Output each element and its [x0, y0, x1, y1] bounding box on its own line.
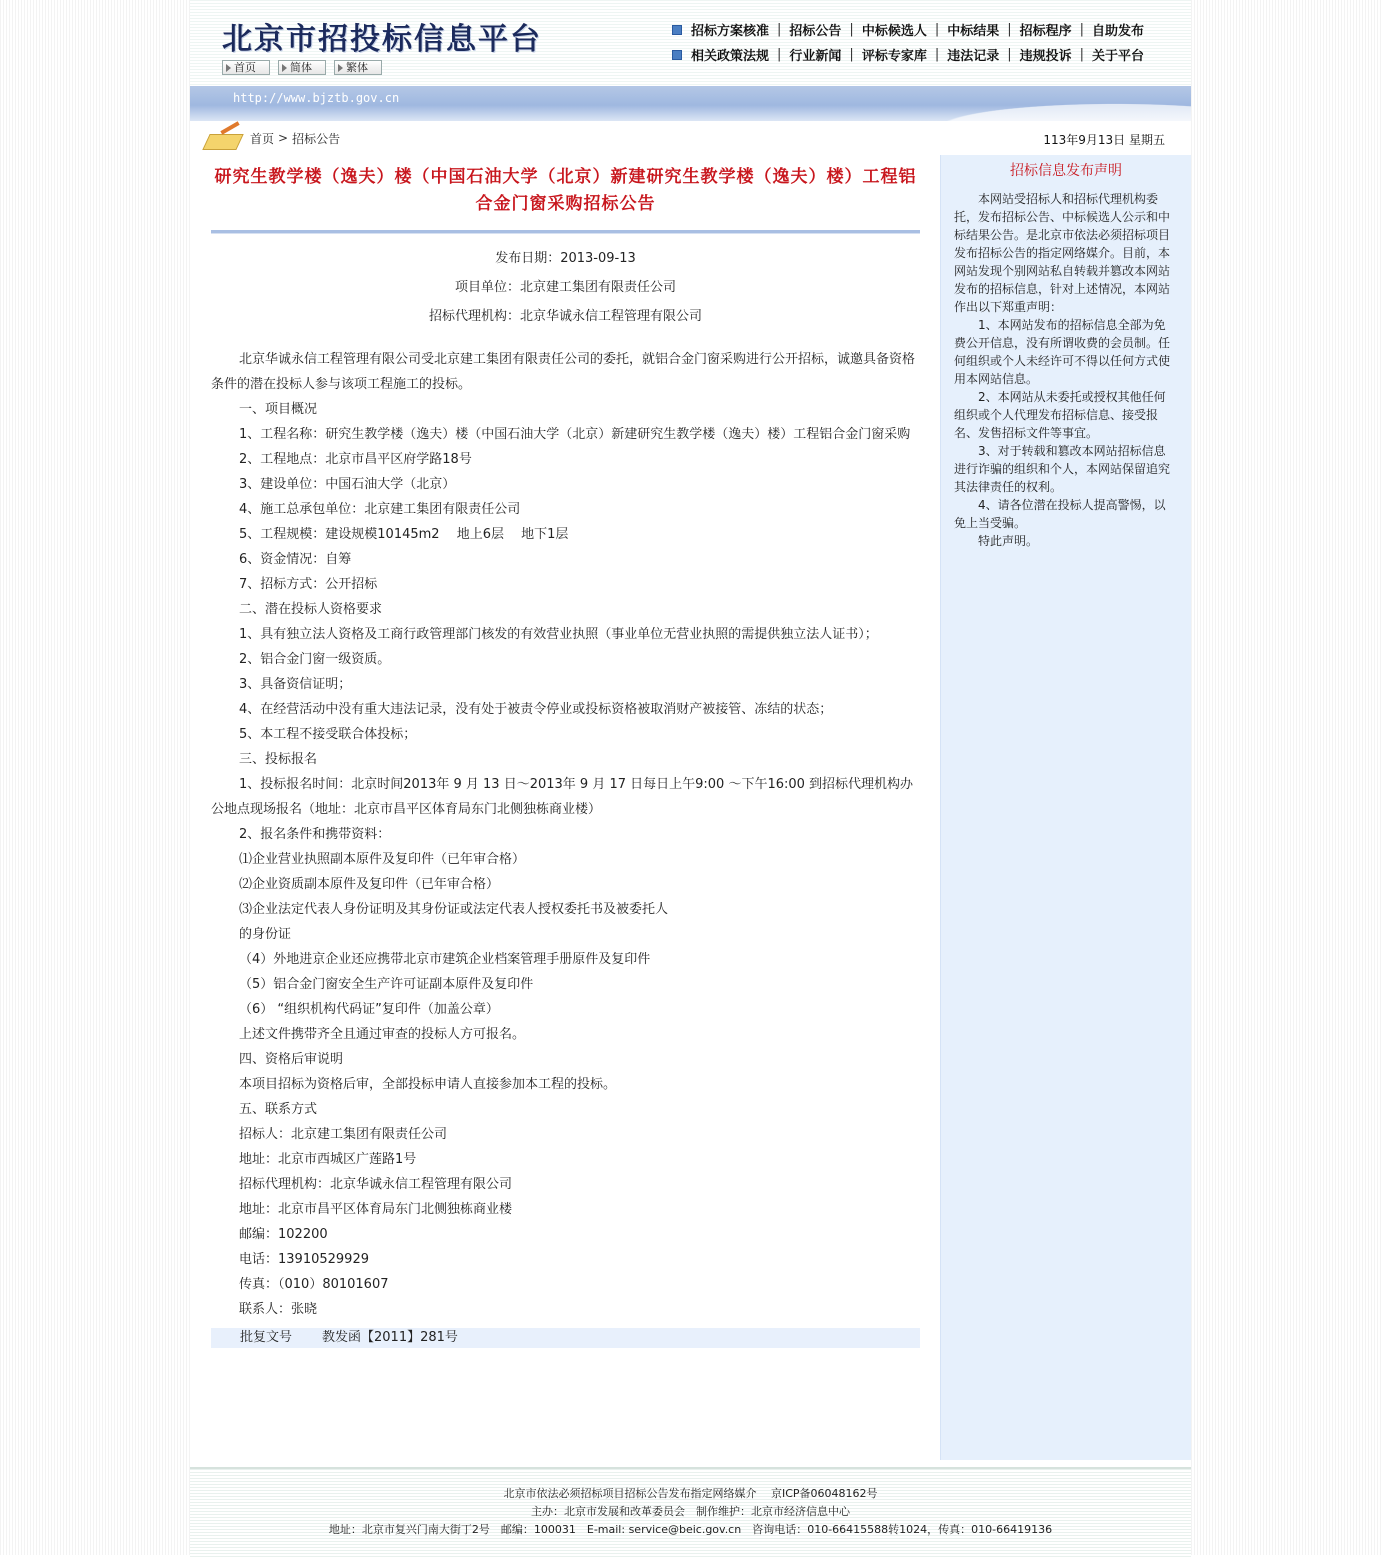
- panel-paragraph: 2、本网站从未委托或授权其他任何组织或个人代理发布招标信息、接受报名、发售招标文件等事宜。: [954, 390, 1166, 440]
- url-banner: [190, 86, 1191, 121]
- footer-line-2: 主办：北京市发展和改革委员会 制作维护：北京市经济信息中心: [531, 1505, 850, 1518]
- article-paragraph: 5、本工程不接受联合体投标；: [239, 727, 417, 742]
- title-divider: [211, 230, 920, 234]
- chevron-right-icon: >: [278, 131, 289, 145]
- article-paragraph: 五、联系方式: [239, 1102, 318, 1117]
- lang-btn-label: 首页: [234, 61, 256, 74]
- article-paragraph: 上述文件携带齐全且通过审查的投标人方可报名。: [239, 1027, 526, 1042]
- language-switcher: [222, 60, 382, 75]
- article-body: [211, 347, 920, 1322]
- project-unit: 项目单位：北京建工集团有限责任公司: [454, 280, 676, 295]
- article-paragraph: 本项目招标为资格后审，全部投标申请人直接参加本工程的投标。: [239, 1077, 617, 1092]
- article-paragraph: 邮编：102200: [239, 1227, 328, 1242]
- article-paragraph: 2、报名条件和携带资料：: [239, 827, 391, 842]
- article-paragraph: ⑵企业资质副本原件及复印件（已年审合格）: [239, 877, 500, 892]
- arrow-icon: [226, 64, 231, 72]
- article-paragraph: （4）外地进京企业还应携带北京市建筑企业档案管理手册原件及复印件: [239, 952, 651, 967]
- site-url: http://www.bjztb.gov.cn: [233, 91, 400, 105]
- nav-tender-notice[interactable]: 招标公告: [789, 24, 842, 39]
- approval-label: 批复文号: [240, 1330, 293, 1345]
- article-paragraph: 北京华诚永信工程管理有限公司受北京建工集团有限责任公司的委托，就铝合金门窗采购进行公开招标，诚邀具备资格条件的潜在投标人参与该项工程施工的投标。: [211, 352, 916, 392]
- panel-body: [941, 180, 1191, 550]
- arrow-icon: [338, 64, 343, 72]
- approval-number: 教发函【2011】281号: [322, 1330, 458, 1345]
- article-paragraph: 四、资格后审说明: [239, 1052, 344, 1067]
- nav-about[interactable]: 关于平台: [1092, 49, 1145, 64]
- nav-news[interactable]: 行业新闻: [789, 49, 842, 64]
- article-paragraph: 的身份证: [239, 927, 292, 942]
- article-paragraph: 3、具备资信证明；: [239, 677, 352, 692]
- approval-row: [211, 1328, 920, 1348]
- lang-btn-label: 简体: [290, 61, 312, 74]
- article-paragraph: 联系人：张晓: [239, 1302, 318, 1317]
- panel-paragraph: 3、对于转载和篡改本网站招标信息进行诈骗的组织和个人，本网站保留追究其法律责任的权利。: [954, 444, 1171, 494]
- article-paragraph: 1、工程名称：研究生教学楼（逸夫）楼（中国石油大学（北京）新建研究生教学楼（逸夫）楼）工程铝合金门窗采购: [239, 427, 911, 442]
- publish-date: 发布日期：2013-09-13: [495, 251, 636, 266]
- breadcrumb: [204, 123, 340, 153]
- panel-title: 招标信息发布声明: [1010, 163, 1122, 179]
- traditional-button[interactable]: [334, 60, 382, 75]
- right-background: [1191, 0, 1382, 1555]
- panel-paragraph: 4、请各位潜在投标人提高警惕，以免上当受骗。: [954, 498, 1166, 530]
- article-paragraph: 3、建设单位：中国石油大学（北京）: [239, 477, 456, 492]
- nav-experts[interactable]: 评标专家库: [861, 49, 927, 64]
- nav-policies[interactable]: 相关政策法规: [691, 49, 770, 64]
- square-bullet-icon: [672, 25, 682, 35]
- article-paragraph: 2、工程地点：北京市昌平区府学路18号: [239, 452, 472, 467]
- breadcrumb-current[interactable]: 招标公告: [292, 131, 341, 146]
- article-paragraph: 地址：北京市昌平区体育局东门北侧独栋商业楼: [239, 1202, 513, 1217]
- article-paragraph: （5）铝合金门窗安全生产许可证副本原件及复印件: [239, 977, 534, 992]
- current-date: 113年9月13日 星期五: [1043, 133, 1165, 147]
- site-footer: [190, 1467, 1191, 1557]
- site-header: [190, 0, 1191, 86]
- square-bullet-icon: [672, 50, 682, 60]
- book-pen-icon: [204, 124, 244, 152]
- article-paragraph: ⑶企业法定代表人身份证明及其身份证或法定代表人授权委托书及被委托人: [239, 902, 669, 917]
- article-paragraph: ⑴企业营业执照副本原件及复印件（已年审合格）: [239, 852, 526, 867]
- article-paragraph: 三、投标报名: [239, 752, 318, 767]
- article-paragraph: 地址：北京市西城区广莲路1号: [239, 1152, 417, 1167]
- nav-candidates[interactable]: 中标候选人: [861, 24, 927, 39]
- footer-line-3: 地址：北京市复兴门南大街丁2号 邮编：100031 E-mail: service@beic.gov.cn 咨询电话：010-66415588转1024，传真：010-66419136: [328, 1523, 1053, 1536]
- article-paragraph: 1、具有独立法人资格及工商行政管理部门核发的有效营业执照（事业单位无营业执照的需提供独立法人证书）；: [239, 627, 878, 642]
- nav-plan-approval[interactable]: 招标方案核准: [691, 24, 770, 39]
- article-paragraph: 1、投标报名时间：北京时间2013年 9 月 13 日～2013年 9 月 17 日每日上午9:00 ～下午16:00 到招标代理机构办公地点现场报名（地址：北京市昌平区体育局东门北侧独栋商业楼）: [211, 777, 914, 817]
- page-container: [190, 0, 1191, 1555]
- article-paragraph: 2、铝合金门窗一级资质。: [239, 652, 391, 667]
- article-paragraph: 4、施工总承包单位：北京建工集团有限责任公司: [239, 502, 521, 517]
- tender-agency: 招标代理机构：北京华诚永信工程管理有限公司: [428, 309, 702, 324]
- article-paragraph: 电话：13910529929: [239, 1252, 369, 1267]
- nav-procedure[interactable]: 招标程序: [1019, 24, 1072, 39]
- article: [211, 158, 920, 1348]
- article-paragraph: （6） “组织机构代码证”复印件（加盖公章）: [239, 1002, 499, 1017]
- panel-paragraph: 1、本网站发布的招标信息全部为免费公开信息，没有所谓收费的会员制。任何组织或个人未经许可不得以任何方式使用本网站信息。: [954, 318, 1171, 386]
- article-paragraph: 招标代理机构：北京华诚永信工程管理有限公司: [239, 1177, 513, 1192]
- article-paragraph: 传真：（010）80101607: [239, 1277, 389, 1292]
- announcement-panel: [940, 155, 1191, 1460]
- panel-paragraph: 特此声明。: [978, 534, 1039, 548]
- arrow-icon: [282, 64, 287, 72]
- article-paragraph: 6、资金情况：自筹: [239, 552, 352, 567]
- article-paragraph: 4、在经营活动中没有重大违法记录，没有处于被责令停业或投标资格被取消财产被接管、冻结的状态；: [239, 702, 833, 717]
- main-nav-row-2: 相关政策法规 | 行业新闻 | 评标专家库 | 违法记录 | 违规投诉 | 关于平台: [672, 45, 1144, 64]
- simplified-button[interactable]: [278, 60, 326, 75]
- article-paragraph: 一、项目概况: [239, 402, 318, 417]
- banner-wave: [811, 86, 1191, 121]
- breadcrumb-home[interactable]: 首页: [250, 131, 275, 146]
- nav-self-publish[interactable]: 自助发布: [1092, 24, 1145, 39]
- article-meta: [211, 244, 920, 331]
- lang-btn-label: 繁体: [346, 61, 368, 74]
- article-paragraph: 二、潜在投标人资格要求: [239, 602, 383, 617]
- panel-paragraph: 本网站受招标人和招标代理机构委托，发布招标公告、中标候选人公示和中标结果公告。是北京市依法必须招标项目发布招标公告的指定网络媒介。目前，本网站发现个别网站私自转载并篡改本网站发布的招标信息，针对上述情况，本网站作出以下郑重声明：: [954, 192, 1171, 314]
- article-paragraph: 7、招标方式：公开招标: [239, 577, 378, 592]
- main-nav-row-1: 招标方案核准 | 招标公告 | 中标候选人 | 中标结果 | 招标程序 | 自助发布: [672, 20, 1144, 39]
- nav-results[interactable]: 中标结果: [947, 24, 1000, 39]
- article-paragraph: 5、工程规模：建设规模10145m2 地上6层 地下1层: [239, 527, 569, 542]
- article-title: 研究生教学楼（逸夫）楼（中国石油大学（北京）新建研究生教学楼（逸夫）楼）工程铝合金门窗采购招标公告: [214, 167, 917, 214]
- home-link-button[interactable]: [222, 60, 270, 75]
- left-background: [0, 0, 190, 1555]
- article-paragraph: 招标人：北京建工集团有限责任公司: [239, 1127, 448, 1142]
- footer-line-1: 北京市依法必须招标项目招标公告发布指定网络媒介 京ICP备06048162号: [503, 1487, 878, 1500]
- nav-violations[interactable]: 违法记录: [947, 49, 1000, 64]
- nav-complaints[interactable]: 违规投诉: [1019, 49, 1072, 64]
- site-logo: 北京市招投标信息平台: [222, 22, 542, 57]
